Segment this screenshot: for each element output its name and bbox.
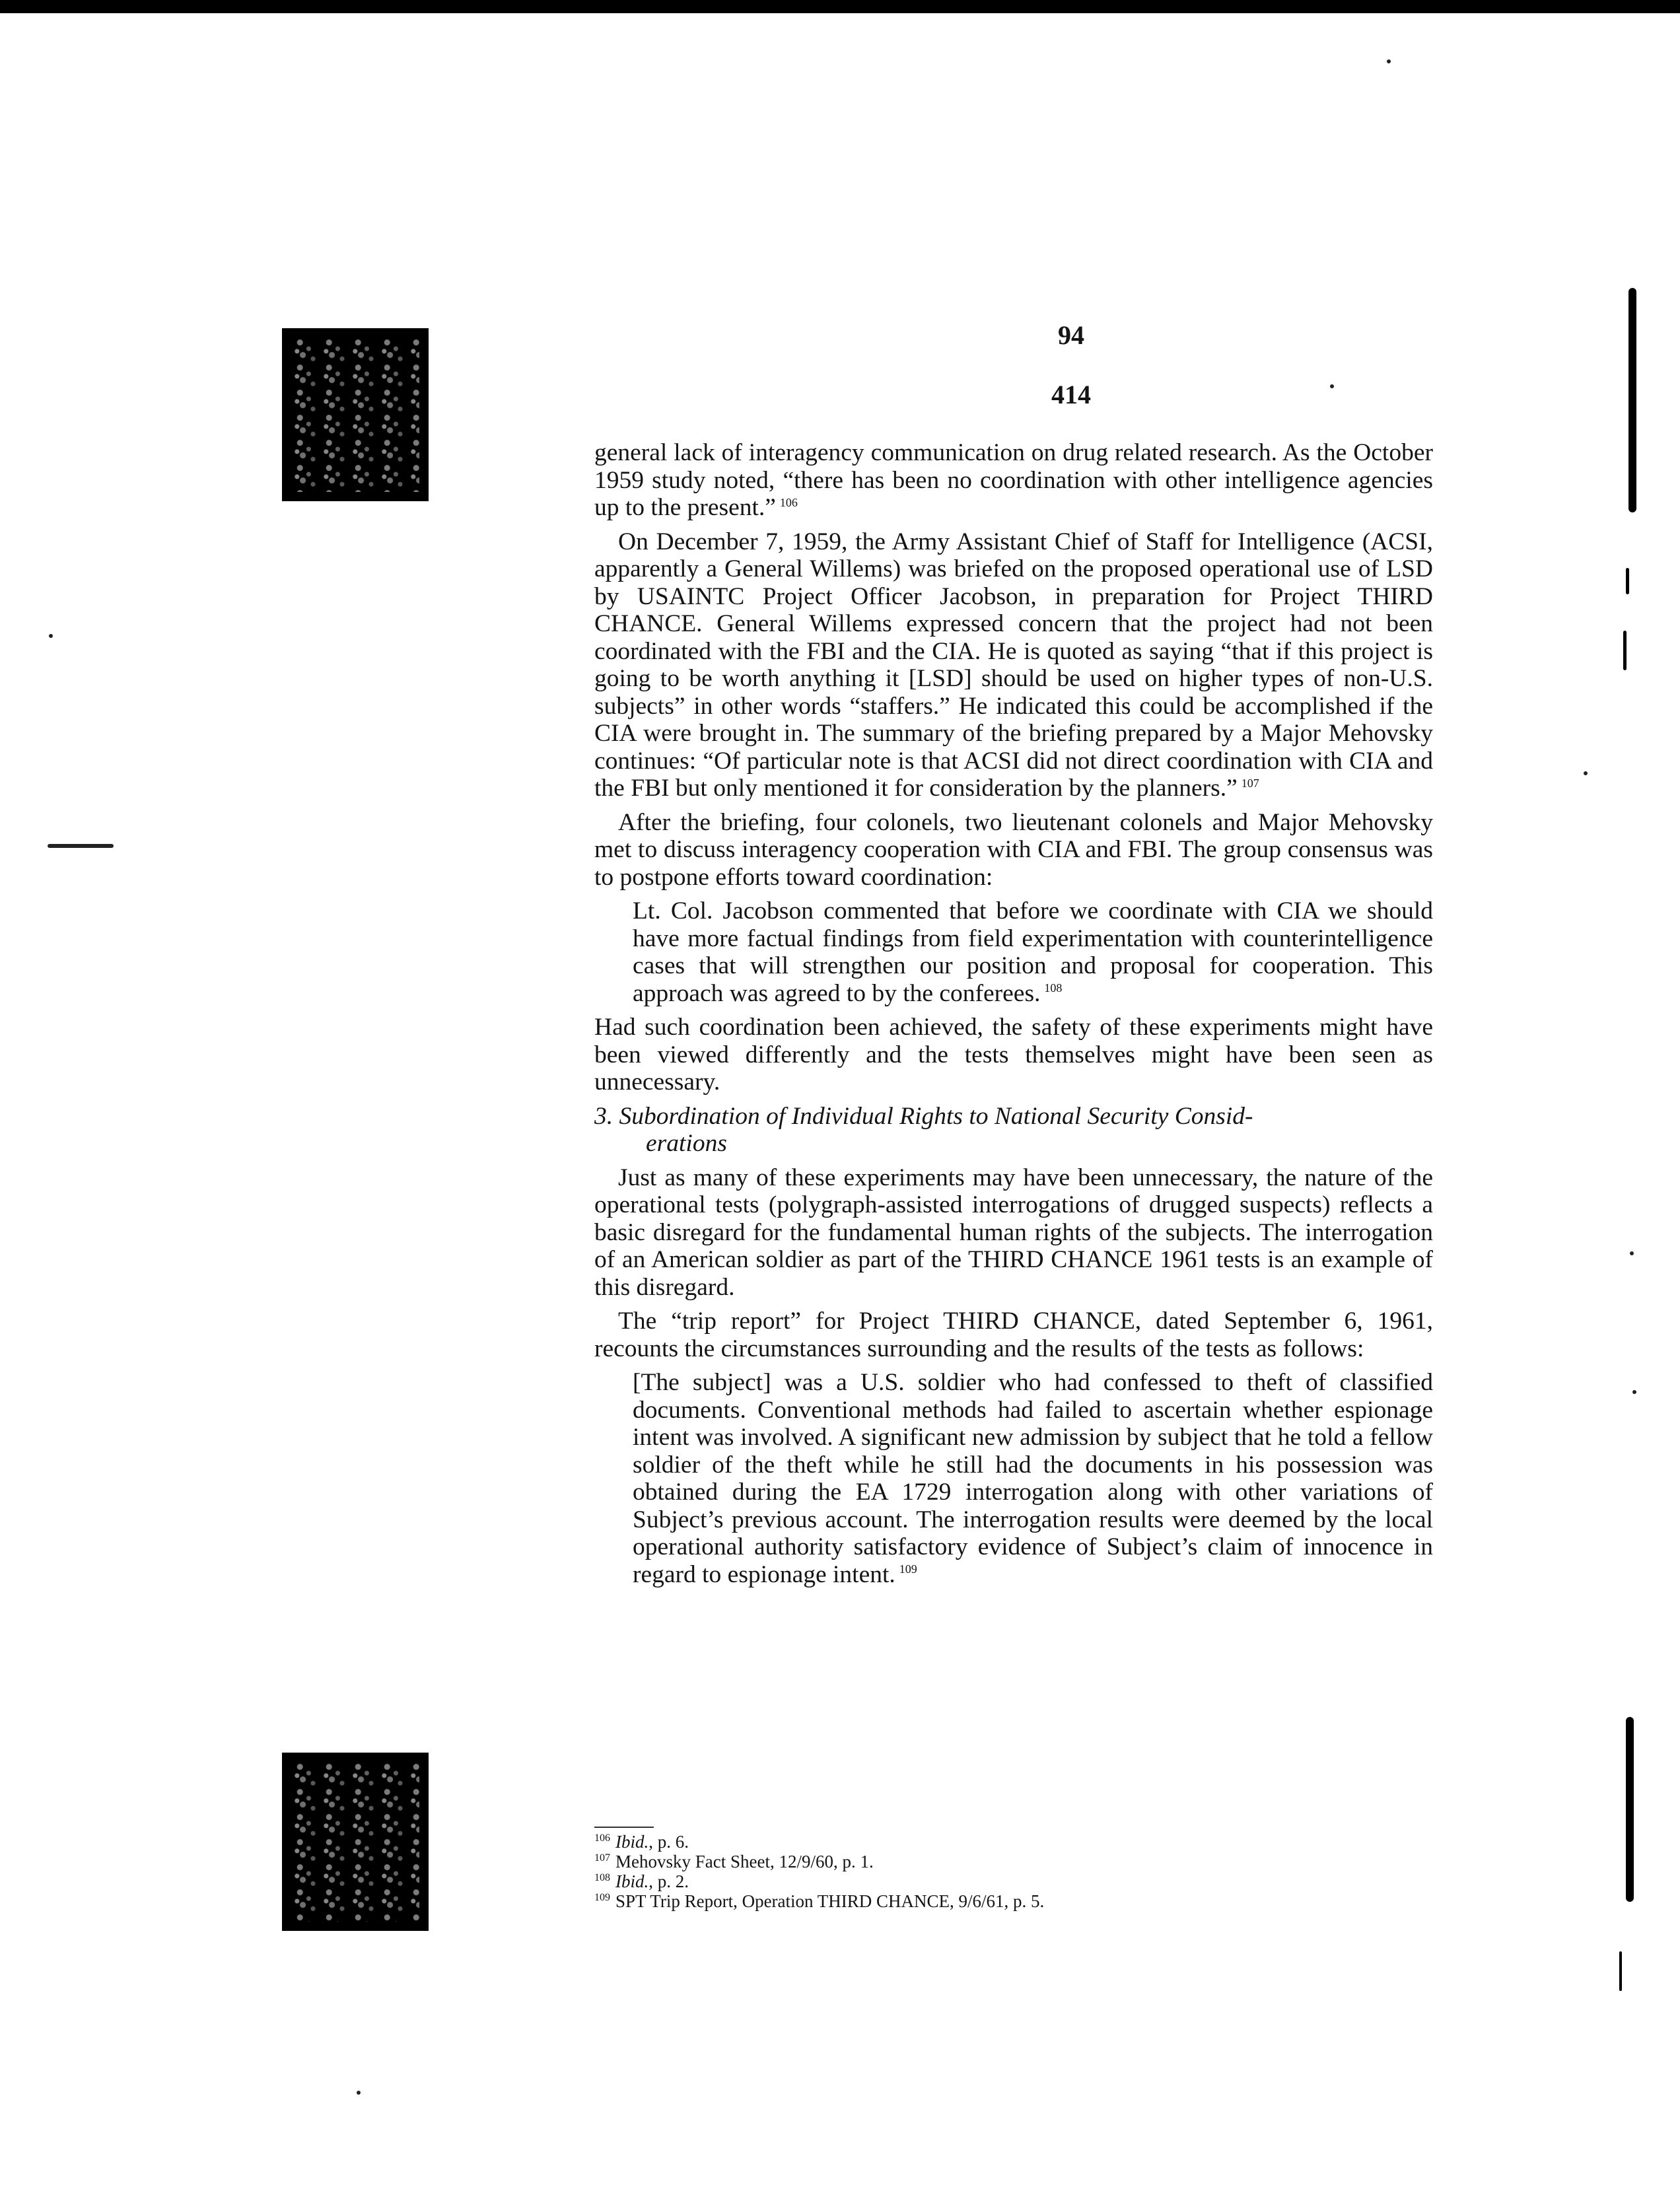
footnote-ref: 106 — [779, 495, 798, 509]
scan-speck — [1387, 59, 1391, 63]
scan-speck — [357, 2091, 361, 2095]
scan-edge-mark-small — [1626, 568, 1629, 594]
scan-speck — [1584, 771, 1588, 775]
footnote: $^{108}$ Ibid., p. 2. — [594, 1871, 689, 1891]
body-text — [594, 439, 1433, 1595]
binder-hole-bottom — [282, 1753, 429, 1931]
footnote-ref: 107 — [1241, 776, 1259, 790]
scan-edge-mark-small-2 — [1623, 631, 1627, 670]
footnote-ref: 108 — [1044, 981, 1063, 995]
paragraph: Just as many of these experiments may have been unnecessary, the nature of the operational tests (polygraph-assisted interrogations of drugged suspects) reflects a basic disregard for the fundamental human rights of the subjects. The interrogation of an American soldier as part of the THIRD CHANCE 1961 tests is an example of this disregard. — [594, 1164, 1433, 1301]
scan-top-border — [0, 0, 1680, 13]
paragraph: The “trip report” for Project THIRD CHANCE, dated September 6, 1961, recounts the circumstances surrounding and the results of the tests as follows: — [594, 1308, 1433, 1362]
footnote-rule — [594, 1827, 654, 1828]
footnote: $^{109}$ SPT Trip Report, Operation THIRD CHANCE, 9/6/61, p. 5. — [594, 1891, 1045, 1911]
paragraph: general lack of interagency communication on drug related research. As the October 1959 study noted, “there has been no coordination with other intelligence agencies up to the present.” $^{106}$ — [594, 439, 1433, 521]
scan-speck — [1632, 1390, 1636, 1394]
scan-speck — [49, 634, 53, 638]
scan-mark-left — [48, 844, 114, 848]
footnote: $^{106}$ Ibid., p. 6. — [594, 1832, 689, 1852]
footnotes — [594, 1827, 1433, 1911]
block-quote: Lt. Col. Jacobson commented that before we coordinate with CIA we should have more factual findings from field experimentation with counterintelligence cases that will strengthen our position and proposal for cooperation. This approach was agreed to by the conferees. $^{108}$ — [633, 897, 1433, 1007]
paragraph: Had such coordination been achieved, the safety of these experiments might have been viewed differently and the tests themselves might have been seen as unnecessary. — [594, 1014, 1433, 1096]
section-heading: 3. Subordination of Individual Rights to National Security Consid- erations — [594, 1102, 1253, 1157]
scan-edge-mark-small-3 — [1619, 1951, 1622, 1991]
binder-hole-top — [282, 328, 429, 501]
page-number-secondary: 414 — [1051, 380, 1091, 409]
scan-edge-mark-bottom — [1626, 1717, 1634, 1902]
footnote: $^{107}$ Mehovsky Fact Sheet, 12/9/60, p. 1. — [594, 1852, 874, 1871]
block-quote: [The subject] was a U.S. soldier who had confessed to theft of classified documents. Conventional methods had failed to ascertain whether espionage intent was involved. A significant new admission by subject that he told a fellow soldier of the theft while he still had the documents in his possession was obtained during the EA 1729 interrogation along with other variations of Subject’s previous account. The interrogation results were deemed by the local operational authority satisfactory evidence of Subject’s claim of innocence in regard to espionage intent. $^{109}$ — [633, 1369, 1433, 1588]
page-number: 94 — [1058, 320, 1084, 350]
paragraph: After the briefing, four colonels, two lieutenant colonels and Major Mehovsky met to discuss interagency cooperation with CIA and FBI. The group consensus was to postpone efforts toward coordination: — [594, 808, 1433, 891]
footnote-ref: 109 — [899, 1562, 917, 1576]
scan-speck — [1630, 1251, 1634, 1255]
paragraph: On December 7, 1959, the Army Assistant Chief of Staff for Intelligence (ACSI, apparently a General Willems) was briefed on the proposed operational use of LSD by USAINTC Project Officer Jacobson, in preparation for Project THIRD CHANCE. General Willems expressed concern that the project had not been coordinated with the FBI and the CIA. He is quoted as saying “that if this project is going to be worth anything it [LSD] should be used on higher types of non-U.S. subjects” in other words “staffers.” He indicated this could be accomplished if the CIA were brought in. The summary of the briefing prepared by a Major Mehovsky continues: “Of particular note is that ACSI did not direct coordination with CIA and the FBI but only mentioned it for consideration by the planners.” $^{107}$ — [594, 528, 1433, 802]
